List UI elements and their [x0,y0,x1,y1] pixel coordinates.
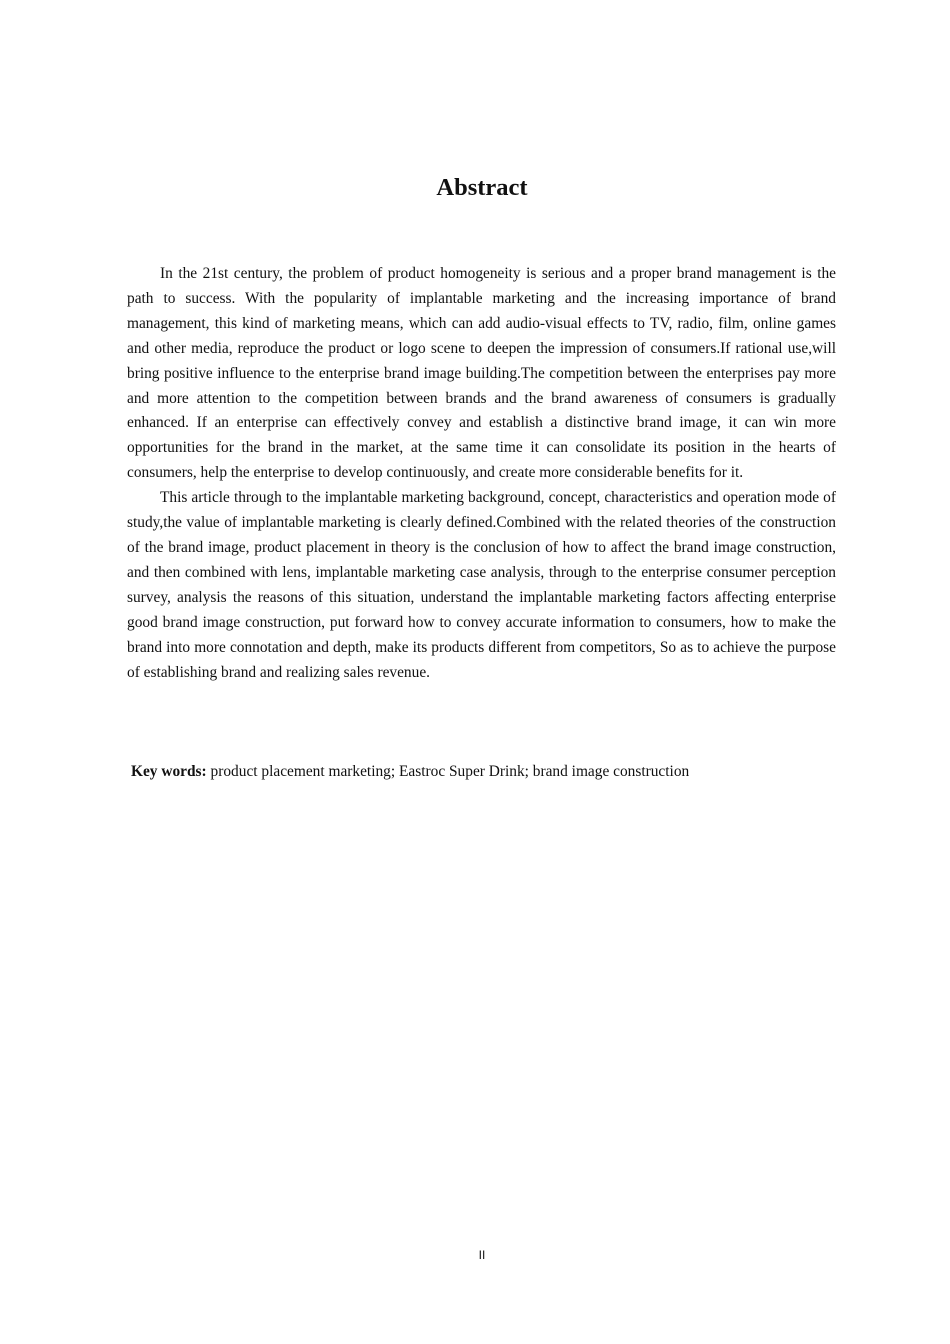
abstract-body [127,262,836,685]
abstract-title: Abstract [436,174,528,201]
page-number: II [478,1248,486,1262]
keywords-text: product placement marketing; Eastroc Super Drink; brand image construction [210,763,690,780]
abstract-paragraph-1: In the 21st century, the problem of product homogeneity is serious and a proper brand management is the path to success. With the popularity of implantable marketing and the increasing importance of brand management, this kind of marketing means, which can add audio-visual effects to TV, radio, film, online games and other media, reproduce the product or logo scene to deepen the impression of consumers.If rational use,will bring positive influence to the enterprise brand image building.The competition between the enterprises pay more and more attention to the competition between brands and the brand awareness of consumers is gradually enhanced. If an enterprise can effectively convey and establish a distinctive brand image, it can win more opportunities for the brand in the market, at the same time it can consolidate its position in the hearts of consumers, help the enterprise to develop continuously, and create more considerable benefits for it. [127,265,836,482]
keywords-label: Key words: [131,763,207,780]
abstract-paragraph-2: This article through to the implantable marketing background, concept, characteristics and operation mode of study,the value of implantable marketing is clearly defined.Combined with the related theories of the construction of the brand image, product placement in theory is the conclusion of how to affect the brand image construction, and then combined with lens, implantable marketing case analysis, through to the enterprise consumer perception survey, analysis the reasons of this situation, understand the implantable marketing factors affecting enterprise good brand image construction, put forward how to convey accurate information to consumers, how to make the brand into more connotation and depth, make its products different from competitors, So as to achieve the purpose of establishing brand and realizing sales revenue. [127,489,836,681]
keywords-line [131,760,836,785]
